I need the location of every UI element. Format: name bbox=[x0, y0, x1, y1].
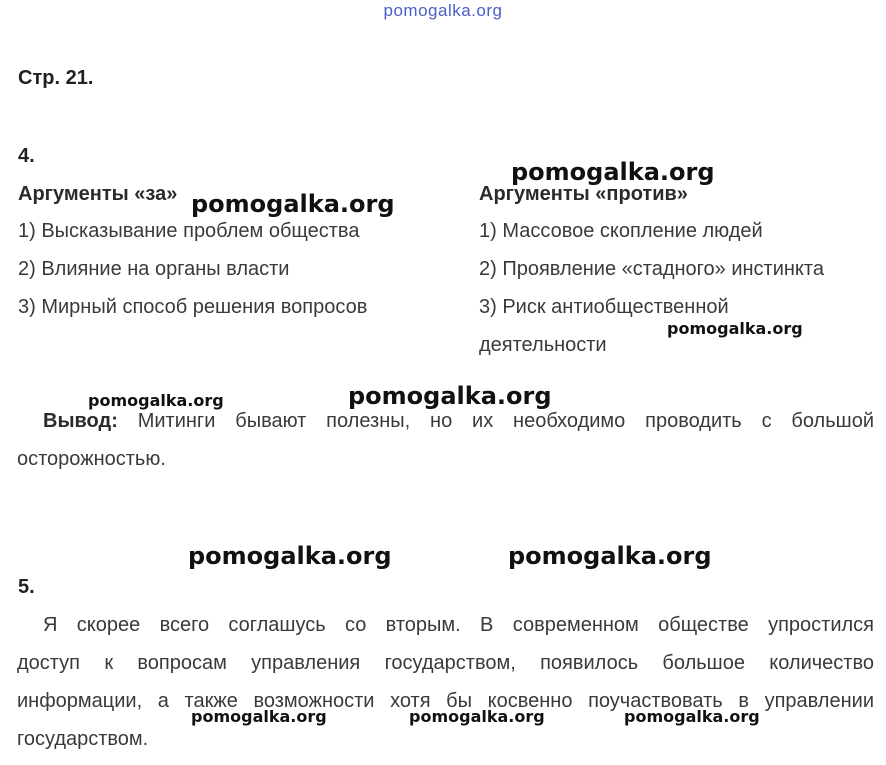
task-5-number: 5. bbox=[18, 576, 35, 598]
pros-title: Аргументы «за» bbox=[18, 183, 178, 205]
cons-item-3-cont: деятельности bbox=[479, 334, 607, 356]
task-5-paragraph bbox=[17, 606, 874, 758]
watermark: pomogalka.org bbox=[88, 391, 224, 410]
cons-item-2: 2) Проявление «стадного» инстинкта bbox=[479, 258, 824, 280]
watermark: pomogalka.org bbox=[188, 542, 392, 570]
watermark: pomogalka.org bbox=[667, 319, 803, 338]
watermark: pomogalka.org bbox=[511, 158, 715, 186]
task-5-line-4: государством. bbox=[17, 728, 149, 750]
task-4-number: 4. bbox=[18, 145, 35, 167]
watermark: pomogalka.org bbox=[409, 707, 545, 726]
task-5-line-2: доступ к вопросам управления государством, появилось большое количество bbox=[17, 652, 874, 674]
conclusion-paragraph bbox=[17, 402, 874, 478]
header-watermark: pomogalka.org bbox=[383, 1, 503, 20]
pros-item-2: 2) Влияние на органы власти bbox=[18, 258, 290, 280]
page-reference: Стр. 21. bbox=[18, 67, 94, 89]
conclusion-label: Вывод: bbox=[43, 410, 118, 432]
pros-item-3: 3) Мирный способ решения вопросов bbox=[18, 296, 368, 318]
cons-title: Аргументы «против» bbox=[479, 183, 688, 205]
watermark: pomogalka.org bbox=[191, 707, 327, 726]
task-5-line-1: Я скорее всего соглашусь со вторым. В современном обществе упростился bbox=[43, 614, 874, 636]
cons-item-1: 1) Массовое скопление людей bbox=[479, 220, 763, 242]
watermark: pomogalka.org bbox=[191, 190, 395, 218]
cons-item-3: 3) Риск антиобщественной bbox=[479, 296, 729, 318]
watermark: pomogalka.org bbox=[624, 707, 760, 726]
conclusion-text: Митинги бывают полезны, но их необходимо проводить с большой bbox=[117, 410, 874, 432]
watermark: pomogalka.org bbox=[348, 382, 552, 410]
pros-item-1: 1) Высказывание проблем общества bbox=[18, 220, 360, 242]
watermark: pomogalka.org bbox=[508, 542, 712, 570]
conclusion-line-2: осторожностью. bbox=[17, 448, 166, 470]
task-5-line-3: информации, а также возможности хотя бы косвенно поучаствовать в управлении bbox=[17, 690, 874, 712]
